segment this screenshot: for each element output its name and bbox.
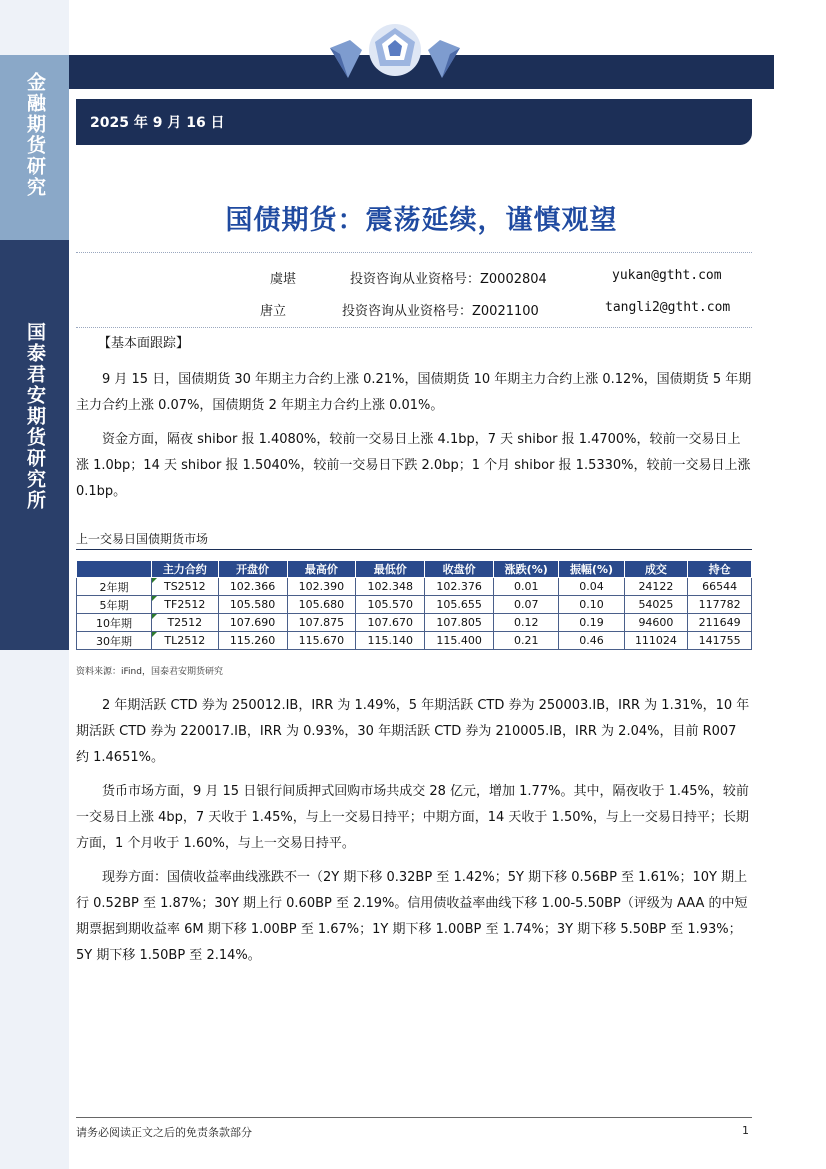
author-qualification: 投资咨询从业资格号：Z0021100 <box>342 304 539 319</box>
date-banner <box>76 99 752 145</box>
table-cell: 24122 <box>624 578 688 596</box>
table-cell: 0.04 <box>559 578 624 596</box>
table-cell: 115.400 <box>425 632 494 650</box>
table-row <box>77 632 752 650</box>
author-email[interactable]: yukan@gtht.com <box>612 268 722 283</box>
table-cell: 105.680 <box>287 596 356 614</box>
table-cell: 111024 <box>624 632 688 650</box>
table-cell: 115.670 <box>287 632 356 650</box>
table-cell: 105.570 <box>356 596 425 614</box>
footer-disclaimer[interactable]: 请务必阅读正文之后的免责条款部分 <box>76 1126 252 1139</box>
table-cell: 105.655 <box>425 596 494 614</box>
author-name: 唐立 <box>260 304 287 319</box>
table-cell: 107.875 <box>287 614 356 632</box>
table-cell: 94600 <box>624 614 688 632</box>
table-cell: T2512 <box>152 614 219 632</box>
table-cell: 0.10 <box>559 596 624 614</box>
table-title-rule <box>76 549 752 550</box>
table-cell: 115.140 <box>356 632 425 650</box>
page-number: 1 <box>742 1124 749 1137</box>
table-cell: TS2512 <box>152 578 219 596</box>
table-cell: 0.19 <box>559 614 624 632</box>
table-cell: 102.376 <box>425 578 494 596</box>
table-row <box>77 596 752 614</box>
table-source: 资料来源：iFind，国泰君安期货研究 <box>76 667 223 677</box>
table-cell: 211649 <box>688 614 752 632</box>
table-header-row <box>77 561 752 578</box>
section-label: 【基本面跟踪】 <box>98 336 190 351</box>
diamond-logo-icon <box>320 20 470 90</box>
paragraph-ctd: 2 年期活跃 CTD 券为 250012.IB，IRR 为 1.49%，5 年期活跃 CTD 券为 250003.IB，IRR 为 1.31%，10 年期活跃 CTD 券为 220017.IB，IRR 为 0.93%，30 年期活跃 CTD 券为 210005.IB，IRR 为 2.04%，目前 R007 约 1.4651%。 <box>76 698 750 765</box>
table-header-cell: 振幅(%) <box>559 561 624 578</box>
table-cell: 107.805 <box>425 614 494 632</box>
sidebar-top-label: 金融期货研究 <box>24 72 46 198</box>
author-name: 虞堪 <box>270 272 297 287</box>
table-cell: 107.690 <box>218 614 287 632</box>
table-cell: 0.01 <box>494 578 559 596</box>
table-cell: 0.21 <box>494 632 559 650</box>
table-row <box>77 578 752 596</box>
table-cell: 2年期 <box>77 578 152 596</box>
table-cell: 102.348 <box>356 578 425 596</box>
table-cell: 54025 <box>624 596 688 614</box>
table-cell: 141755 <box>688 632 752 650</box>
table-cell: 66544 <box>688 578 752 596</box>
market-table <box>76 560 752 650</box>
table-cell: TL2512 <box>152 632 219 650</box>
table-cell: 0.07 <box>494 596 559 614</box>
table-row <box>77 614 752 632</box>
paragraph-cash-bonds: 现券方面：国债收益率曲线涨跌不一（2Y 期下移 0.32BP 至 1.42%；5Y 期下移 0.56BP 至 1.61%；10Y 期上行 0.52BP 至 1.87%；30Y 期上行 0.60BP 至 2.19%。信用债收益率曲线下移 1.00-5.50BP（评级为 AAA 的中短期票据到期收益率 6M 期下移 1.00BP 至 1.67%；1Y 期下移 1.00BP 至 1.74%；3Y 期下移 5.50BP 至 1.93%；5Y 期下移 1.50BP 至 2.14%。 <box>76 870 748 963</box>
author-qualification: 投资咨询从业资格号：Z0002804 <box>350 272 547 287</box>
table-header-cell: 开盘价 <box>218 561 287 578</box>
table-cell: 102.366 <box>218 578 287 596</box>
footer-rule <box>76 1117 752 1118</box>
author-email[interactable]: tangli2@gtht.com <box>605 300 731 315</box>
paragraph-funding: 资金方面，隔夜 shibor 报 1.4080%，较前一交易日上涨 4.1bp，7 天 shibor 报 1.4700%，较前一交易日上涨 1.0bp；14 天 shibor 报 1.5040%，较前一交易日下跌 2.0bp；1 个月 shibor 报 1.5330%，较前一交易日上涨 0.1bp。 <box>76 432 751 499</box>
sidebar-bottom-label: 国泰君安期货研究所 <box>24 322 46 511</box>
author-divider <box>76 327 752 328</box>
title-divider <box>76 252 752 253</box>
report-title: 国债期货：震荡延续，谨慎观望 <box>225 205 618 236</box>
table-cell: 30年期 <box>77 632 152 650</box>
table-header-cell: 涨跌(%) <box>494 561 559 578</box>
table-cell: TF2512 <box>152 596 219 614</box>
table-header-cell: 持仓 <box>688 561 752 578</box>
table-header-cell: 成交 <box>624 561 688 578</box>
table-cell: 115.260 <box>218 632 287 650</box>
table-cell: 102.390 <box>287 578 356 596</box>
table-cell: 0.46 <box>559 632 624 650</box>
table-cell: 117782 <box>688 596 752 614</box>
table-cell: 5年期 <box>77 596 152 614</box>
table-header-cell: 收盘价 <box>425 561 494 578</box>
table-cell: 105.580 <box>218 596 287 614</box>
report-date: 2025 年 9 月 16 日 <box>90 115 225 131</box>
table-cell: 10年期 <box>77 614 152 632</box>
table-header-cell: 最低价 <box>356 561 425 578</box>
table-header-cell <box>77 561 152 578</box>
paragraph-futures: 9 月 15 日，国债期货 30 年期主力合约上涨 0.21%，国债期货 10 年期主力合约上涨 0.12%，国债期货 5 年期主力合约上涨 0.07%，国债期货 2 年期主力合约上涨 0.01%。 <box>76 372 752 413</box>
table-header-cell: 主力合约 <box>152 561 219 578</box>
table-cell: 107.670 <box>356 614 425 632</box>
table-title: 上一交易日国债期货市场 <box>76 532 209 546</box>
table-header-cell: 最高价 <box>287 561 356 578</box>
paragraph-money-market: 货币市场方面，9 月 15 日银行间质押式回购市场共成交 28 亿元，增加 1.77%。其中，隔夜收于 1.45%，较前一交易日上涨 4bp，7 天收于 1.45%，与上一交易日持平；中期方面，14 天收于 1.50%，与上一交易日持平；长期方面，1 个月收于 1.60%，与上一交易日持平。 <box>76 784 749 851</box>
table-cell: 0.12 <box>494 614 559 632</box>
